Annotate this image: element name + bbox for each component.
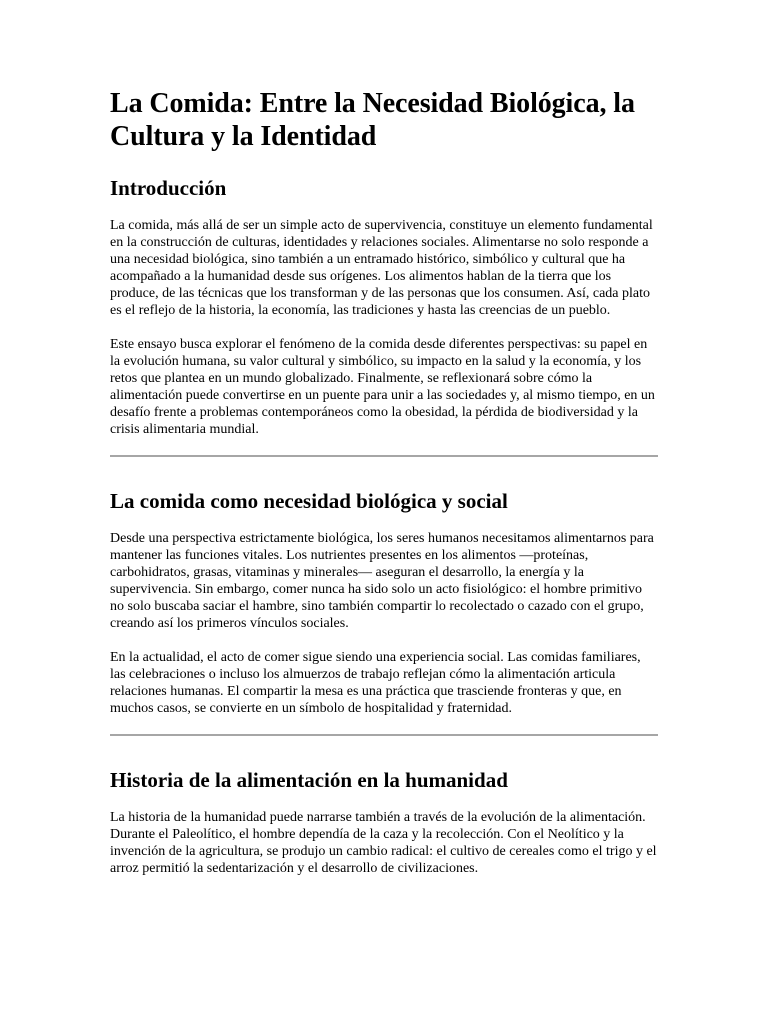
section-divider xyxy=(110,455,658,457)
paragraph: Desde una perspectiva estrictamente biológica, los seres humanos necesitamos alimentarnos para mantener las funciones vitales. Los nutrientes presentes en los alimentos —proteínas, carbohidratos, grasas, vitaminas y minerales— aseguran el desarrollo, la energía y la supervivencia. Sin embargo, comer nunca ha sido solo un acto fisiológico: el hombre primitivo no solo buscaba saciar el hambre, sino también compartir lo recolectado o cazado con el grupo, creando así los primeros vínculos sociales. xyxy=(110,531,654,631)
paragraph: En la actualidad, el acto de comer sigue siendo una experiencia social. Las comidas familiares, las celebraciones o incluso los almuerzos de trabajo reflejan cómo la alimentación articula relaciones humanas. El compartir la mesa es una práctica que trasciende fronteras y que, en muchos casos, se convierte en un símbolo de hospitalidad y fraternidad. xyxy=(110,650,641,716)
section-historia xyxy=(110,767,658,877)
paragraph: La historia de la humanidad puede narrarse también a través de la evolución de la alimentación. Durante el Paleolítico, el hombre dependía de la caza y la recolección. Con el Neolítico y la invención de la agricultura, se produjo un cambio radical: el cultivo de cereales como el trigo y el arroz permitió la sedentarización y el desarrollo de civilizaciones. xyxy=(110,810,657,876)
paragraph: Este ensayo busca explorar el fenómeno de la comida desde diferentes perspectivas: su papel en la evolución humana, su valor cultural y simbólico, su impacto en la salud y la economía, y los retos que plantea en un mundo globalizado. Finalmente, se reflexionará sobre cómo la alimentación puede convertirse en un puente para unir a las sociedades y, al mismo tiempo, en un desafío frente a problemas contemporáneos como la obesidad, la pérdida de biodiversidad y la crisis alimentaria mundial. xyxy=(110,337,655,437)
section-introduccion xyxy=(110,175,658,438)
paragraph: La comida, más allá de ser un simple acto de supervivencia, constituye un elemento fundamental en la construcción de culturas, identidades y relaciones sociales. Alimentarse no solo responde a una necesidad biológica, sino también a un entramado histórico, simbólico y cultural que ha acompañado a la humanidad desde sus orígenes. Los alimentos hablan de la tierra que los produce, de las técnicas que los transforman y de las personas que los consumen. Así, cada plato es el reflejo de la historia, la economía, las tradiciones y hasta las creencias de un pueblo. xyxy=(110,218,653,318)
document-title: La Comida: Entre la Necesidad Biológica, la Cultura y la Identidad xyxy=(110,88,635,152)
section-necesidad-biologica xyxy=(110,488,658,717)
section-heading: Historia de la alimentación en la humanidad xyxy=(110,768,508,792)
document-page xyxy=(110,87,658,894)
section-heading: Introducción xyxy=(110,176,227,200)
section-heading: La comida como necesidad biológica y social xyxy=(110,489,508,513)
section-divider xyxy=(110,734,658,736)
